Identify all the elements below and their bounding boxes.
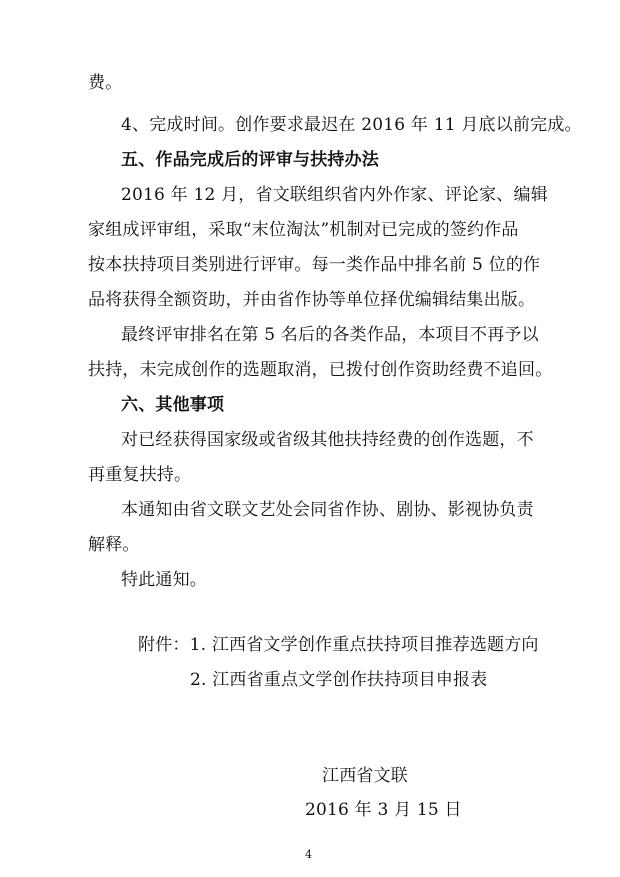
text-line-review-3: 按本扶持项目类别进行评审。每一类作品中排名前 5 位的作 [88,255,541,275]
section-heading-review-support: 五、作品完成后的评审与扶持办法 [121,150,379,170]
signature-date: 2016 年 3 月 15 日 [305,800,462,820]
section-heading-other-matters: 六、其他事项 [121,395,225,415]
text-line-review-2: 家组成评审组，采取“末位淘汰”机制对已完成的签约作品 [88,220,519,240]
text-line-notice: 特此通知。 [121,570,207,590]
text-line-final-review-2: 扶持，未完成创作的选题取消，已拨付创作资助经费不追回。 [88,360,553,380]
signature-organization: 江西省文联 [322,766,408,786]
page-number: 4 [305,848,312,861]
text-line-interpretation-2: 解释。 [88,535,140,555]
text-line-completion-time: 4、完成时间。创作要求最迟在 2016 年 11 月底以前完成。 [121,115,582,135]
attachment-line-1: 附件：1. 江西省文学创作重点扶持项目推荐选题方向 [138,635,539,655]
text-line-fee: 费。 [88,73,123,93]
text-line-review-4: 品将获得全额资助，并由省作协等单位择优编辑结集出版。 [88,290,536,310]
text-line-other-2: 再重复扶持。 [88,465,192,485]
text-line-final-review-1: 最终评审排名在第 5 名后的各类作品，本项目不再予以 [121,325,539,345]
text-line-review-1: 2016 年 12 月，省文联组织省内外作家、评论家、编辑 [121,185,548,205]
text-line-interpretation-1: 本通知由省文联文艺处会同省作协、剧协、影视协负责 [121,500,534,520]
attachment-line-2: 2. 江西省重点文学创作扶持项目申报表 [190,670,488,690]
text-line-other-1: 对已经获得国家级或省级其他扶持经费的创作选题，不 [121,430,534,450]
